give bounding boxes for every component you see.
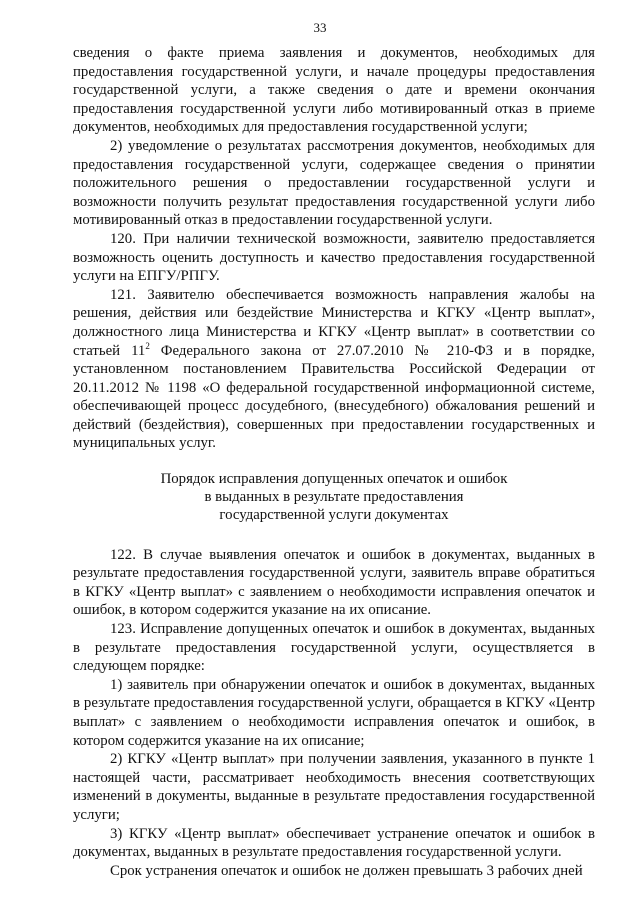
paragraph-123-item-1: 1) заявитель при обнаружении опечаток и ошибок в документах, выданных в результате предоставления государственной услуги, обращается в КГКУ «Центр выплат» с заявлением о необходимости исправления опечаток и ошибок, в котором содержится указание на их описание; [73,676,595,749]
paragraph-deadline: Срок устранения опечаток и ошибок не должен превышать 3 рабочих дней [110,862,583,879]
section-heading-line: в выданных в результате предоставления [204,489,464,506]
document-body [73,44,595,880]
paragraph-121-superscript: 2 [145,340,150,351]
paragraph-123-item-2: 2) КГКУ «Центр выплат» при получении заявления, указанного в пункте 1 настоящей части, рассматривает необходимость внесения соответствующих изменений в документы, выданные в результате предоставления государственной услуги; [73,751,595,823]
page-number: 33 [313,20,327,35]
paragraph-120: 120. При наличии технической возможности, заявителю предоставляется возможность оценить доступность и качество предоставления государственной услуги на ЕПГУ/РПГУ. [73,230,595,285]
section-heading-line: государственной услуги документах [219,507,449,524]
paragraph-continuation: сведения о факте приема заявления и документов, необходимых для предоставления государственной услуги, и начале процедуры предоставления государственной услуги, а также сведения о дате и времени окончания предоставления государственной услуги либо мотивированный отказ в приеме документов, необходимых для предоставления государственной услуги; [73,45,595,136]
paragraph-121 [73,286,595,453]
paragraph-123: 123. Исправление допущенных опечаток и ошибок в документах, выданных в результате предоставления государственной услуги, осуществляется в следующем порядке: [73,621,595,675]
paragraph-121-text-end: Федерального закона от 27.07.2010 № 210-ФЗ и в порядке, установленном постановлением Правительства Российской Федерации от 20.11.2012 № 1198 «О федеральной государственной информационной системе, обеспечивающей процесс досудебного, (внесудебного) обжалования решений и действий (бездействия), совершенных при предоставлении государственных и муниципальных услуг. [73,342,595,452]
section-heading-line: Порядок исправления допущенных опечаток и ошибок [160,471,508,488]
paragraph-item-2: 2) уведомление о результатах рассмотрения документов, необходимых для предоставления государственной услуги, содержащее сведения о принятии положительного решения о предоставлении государственной услуги и возможности получить результат предоставления государственной услуги либо мотивированный отказ в предоставлении государственной услуги. [73,137,595,229]
section-heading [73,470,595,525]
paragraph-121-text-start: 121. Заявителю обеспечивается возможность направления жалобы на решения, действия или бездействие Министерства и КГКУ «Центр выплат», должностного лица Министерства и КГКУ «Центр выплат» в соответствии со статьей 11 [73,286,595,359]
paragraph-123-item-3: 3) КГКУ «Центр выплат» обеспечивает устранение опечаток и ошибок в документах, выданных в результате предоставления государственной услуги. [73,825,595,861]
paragraph-122: 122. В случае выявления опечаток и ошибок в документах, выданных в результате предоставления государственной услуги, заявитель вправе обратиться в КГКУ «Центр выплат» с заявлением о необходимости исправления опечаток и ошибок, в котором содержится указание на их описание. [73,546,595,619]
